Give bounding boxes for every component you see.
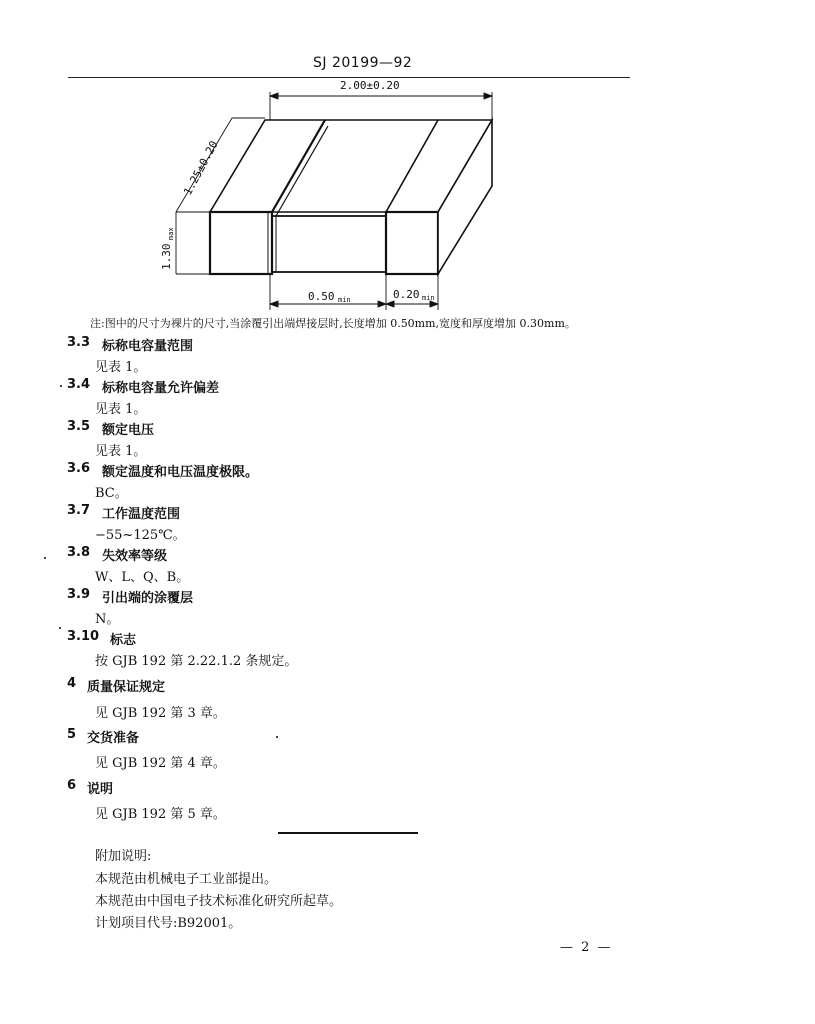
section-number: 5 bbox=[67, 727, 77, 742]
section-body: 见表 1。 bbox=[95, 402, 147, 417]
dim-terminal-sub: min bbox=[338, 296, 351, 304]
section-number: 3.4 bbox=[67, 377, 91, 392]
scan-speck bbox=[276, 736, 278, 738]
section-title: 额定温度和电压温度极限。 bbox=[102, 465, 259, 480]
section-body: 见表 1。 bbox=[95, 444, 147, 459]
section-body: N。 bbox=[95, 612, 120, 627]
dim-height-sub: max bbox=[167, 227, 175, 240]
dim-gap-label: 0.20 bbox=[393, 288, 420, 301]
scan-speck bbox=[44, 557, 46, 559]
section-number: 3.8 bbox=[67, 545, 91, 560]
section-number: 3.7 bbox=[67, 503, 91, 518]
scan-speck bbox=[60, 385, 62, 387]
section-title: 额定电压 bbox=[102, 423, 155, 438]
right-terminal-front bbox=[386, 212, 438, 274]
section-number: 3.10 bbox=[67, 629, 100, 644]
document-code: SJ 20199—92 bbox=[313, 55, 413, 71]
section-title: 说明 bbox=[87, 782, 114, 797]
chip-capacitor-figure bbox=[140, 78, 620, 314]
dim-width-label: 1.25±0.20 bbox=[181, 138, 221, 198]
dim-gap-sub: min bbox=[422, 294, 435, 302]
section-title: 标称电容量范围 bbox=[102, 339, 194, 354]
section-number: 3.5 bbox=[67, 419, 91, 434]
section-body: 见 GJB 192 第 4 章。 bbox=[95, 756, 226, 771]
body-front bbox=[272, 216, 386, 272]
appendix-line: 计划项目代号:B92001。 bbox=[95, 916, 242, 931]
section-body: 按 GJB 192 第 2.22.1.2 条规定。 bbox=[95, 654, 298, 669]
section-body: 见表 1。 bbox=[95, 360, 147, 375]
section-body: −55~125℃。 bbox=[95, 528, 186, 543]
section-number: 6 bbox=[67, 778, 77, 793]
section-body: W、L、Q、B。 bbox=[95, 570, 190, 585]
appendix-line: 本规范由机械电子工业部提出。 bbox=[95, 872, 278, 887]
dim-height-label: 1.30 bbox=[160, 243, 173, 270]
dim-length-label: 2.00±0.20 bbox=[340, 79, 400, 92]
section-number: 3.3 bbox=[67, 335, 91, 350]
section-number: 4 bbox=[67, 676, 77, 691]
separator-rule bbox=[278, 832, 418, 834]
page-number: — 2 — bbox=[560, 940, 613, 955]
section-number: 3.9 bbox=[67, 587, 91, 602]
section-number: 3.6 bbox=[67, 461, 91, 476]
section-body: 见 GJB 192 第 3 章。 bbox=[95, 706, 226, 721]
appendix-title: 附加说明: bbox=[95, 849, 152, 864]
dim-terminal-label: 0.50 bbox=[308, 290, 335, 303]
section-body: 见 GJB 192 第 5 章。 bbox=[95, 807, 226, 822]
section-title: 失效率等级 bbox=[102, 549, 168, 564]
left-terminal-front bbox=[210, 212, 272, 274]
scan-speck bbox=[59, 627, 61, 629]
section-title: 标称电容量允许偏差 bbox=[102, 381, 220, 396]
section-title: 交货准备 bbox=[87, 731, 140, 746]
appendix-line: 本规范由中国电子技术标准化研究所起草。 bbox=[95, 894, 343, 909]
section-title: 标志 bbox=[110, 633, 137, 648]
section-title: 质量保证规定 bbox=[87, 680, 166, 695]
section-title: 工作温度范围 bbox=[102, 507, 181, 522]
section-title: 引出端的涂覆层 bbox=[102, 591, 194, 606]
figure-note: 注:图中的尺寸为裸片的尺寸,当涂覆引出端焊接层时,长度增加 0.50mm,宽度和厚度增加 0.30mm。 bbox=[90, 317, 576, 330]
section-body: BC。 bbox=[95, 486, 128, 501]
